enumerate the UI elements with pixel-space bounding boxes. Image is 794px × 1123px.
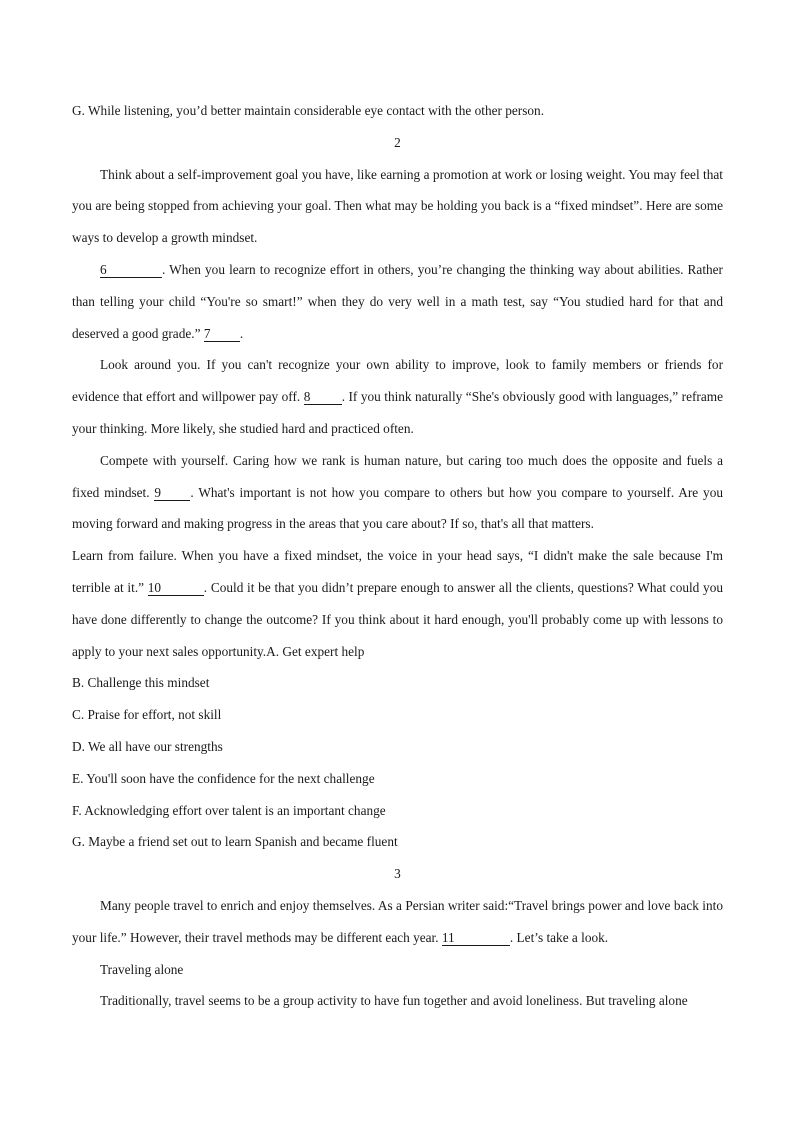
paragraph-text: . Could it be that you didn’t prepare enough to answer all the clients, questions? What could you have done differently to change the outcome? If you think about it hard enough, you'll probably come up with lessons to apply to your next sales opportunity. — [72, 579, 724, 659]
paragraph-blank-11 — [72, 890, 723, 954]
paragraph-intro: Think about a self-improvement goal you have, like earning a promotion at work or losing weight. You may feel that you are being stopped from achieving your goal. Then what may be holding you back is a “fixed mindset”. Here are some ways to develop a growth mindset. — [72, 166, 723, 246]
blank-6[interactable]: 6 — [100, 263, 162, 278]
paragraph-blank-9 — [72, 445, 723, 540]
paragraph-text: . — [239, 325, 244, 341]
option-d: D. We all have our strengths — [72, 738, 223, 754]
option-a: A. Get expert help — [266, 643, 365, 659]
blank-7[interactable]: 7 — [204, 327, 240, 342]
paragraph-text: . If you think naturally “She's obviously good with languages,” reframe your thinking. More likely, she studied hard and practiced often. — [72, 389, 723, 436]
blank-9[interactable]: 9 — [154, 486, 190, 501]
paragraph-text: . Let’s take a look. — [509, 929, 609, 945]
blank-8[interactable]: 8 — [304, 390, 342, 405]
paragraph-blank-6 — [72, 254, 723, 349]
option-b: B. Challenge this mindset — [72, 675, 210, 691]
blank-11[interactable]: 11 — [442, 931, 510, 946]
paragraph-text: Learn from failure. When you have a fixed mindset, the voice in your head says, “I didn't make the sale because I'm terrible at it.” — [72, 548, 723, 595]
paragraph-blank-8 — [72, 349, 723, 444]
option-g: G. Maybe a friend set out to learn Spanish and became fluent — [72, 834, 398, 850]
section-number-3: 3 — [394, 866, 401, 882]
paragraph-traveling-alone: Traditionally, travel seems to be a group activity to have fun together and avoid loneliness. But traveling alone — [100, 993, 688, 1009]
paragraph-text: . What's important is not how you compare to others but how you compare to yourself. Are you moving forward and making progress in the areas that you care about? If so, that's all that matters. — [72, 484, 723, 532]
option-f: F. Acknowledging effort over talent is an important change — [72, 802, 386, 818]
option-g-listening: G. While listening, you’d better maintain considerable eye contact with the other person. — [72, 103, 545, 118]
section-number-2: 2 — [394, 134, 401, 150]
paragraph-text: . When you learn to recognize effort in others, you’re changing the thinking way about abilities. Rather than telling your child “You're so smart!” when they do very well in a math test, say “You studied hard for that and deserved a good grade.” — [72, 261, 723, 341]
option-e: E. You'll soon have the confidence for the next challenge — [72, 770, 375, 786]
blank-10[interactable]: 10 — [148, 581, 204, 596]
subheading-traveling-alone: Traveling alone — [100, 961, 184, 977]
paragraph-blank-10 — [72, 540, 723, 667]
paragraph-text: Many people travel to enrich and enjoy themselves. As a Persian writer said:“Travel brings power and love back into your life.” However, their travel methods may be different each year. — [72, 897, 723, 945]
document-page — [72, 95, 723, 1017]
paragraph-text: Look around you. If you can't recognize your own ability to improve, look to family members or friends for evidence that effort and willpower pay off. — [72, 357, 723, 405]
option-c: C. Praise for effort, not skill — [72, 707, 222, 723]
paragraph-text: Compete with yourself. Caring how we rank is human nature, but caring too much does the opposite and fuels a fixed mindset. — [72, 452, 723, 500]
